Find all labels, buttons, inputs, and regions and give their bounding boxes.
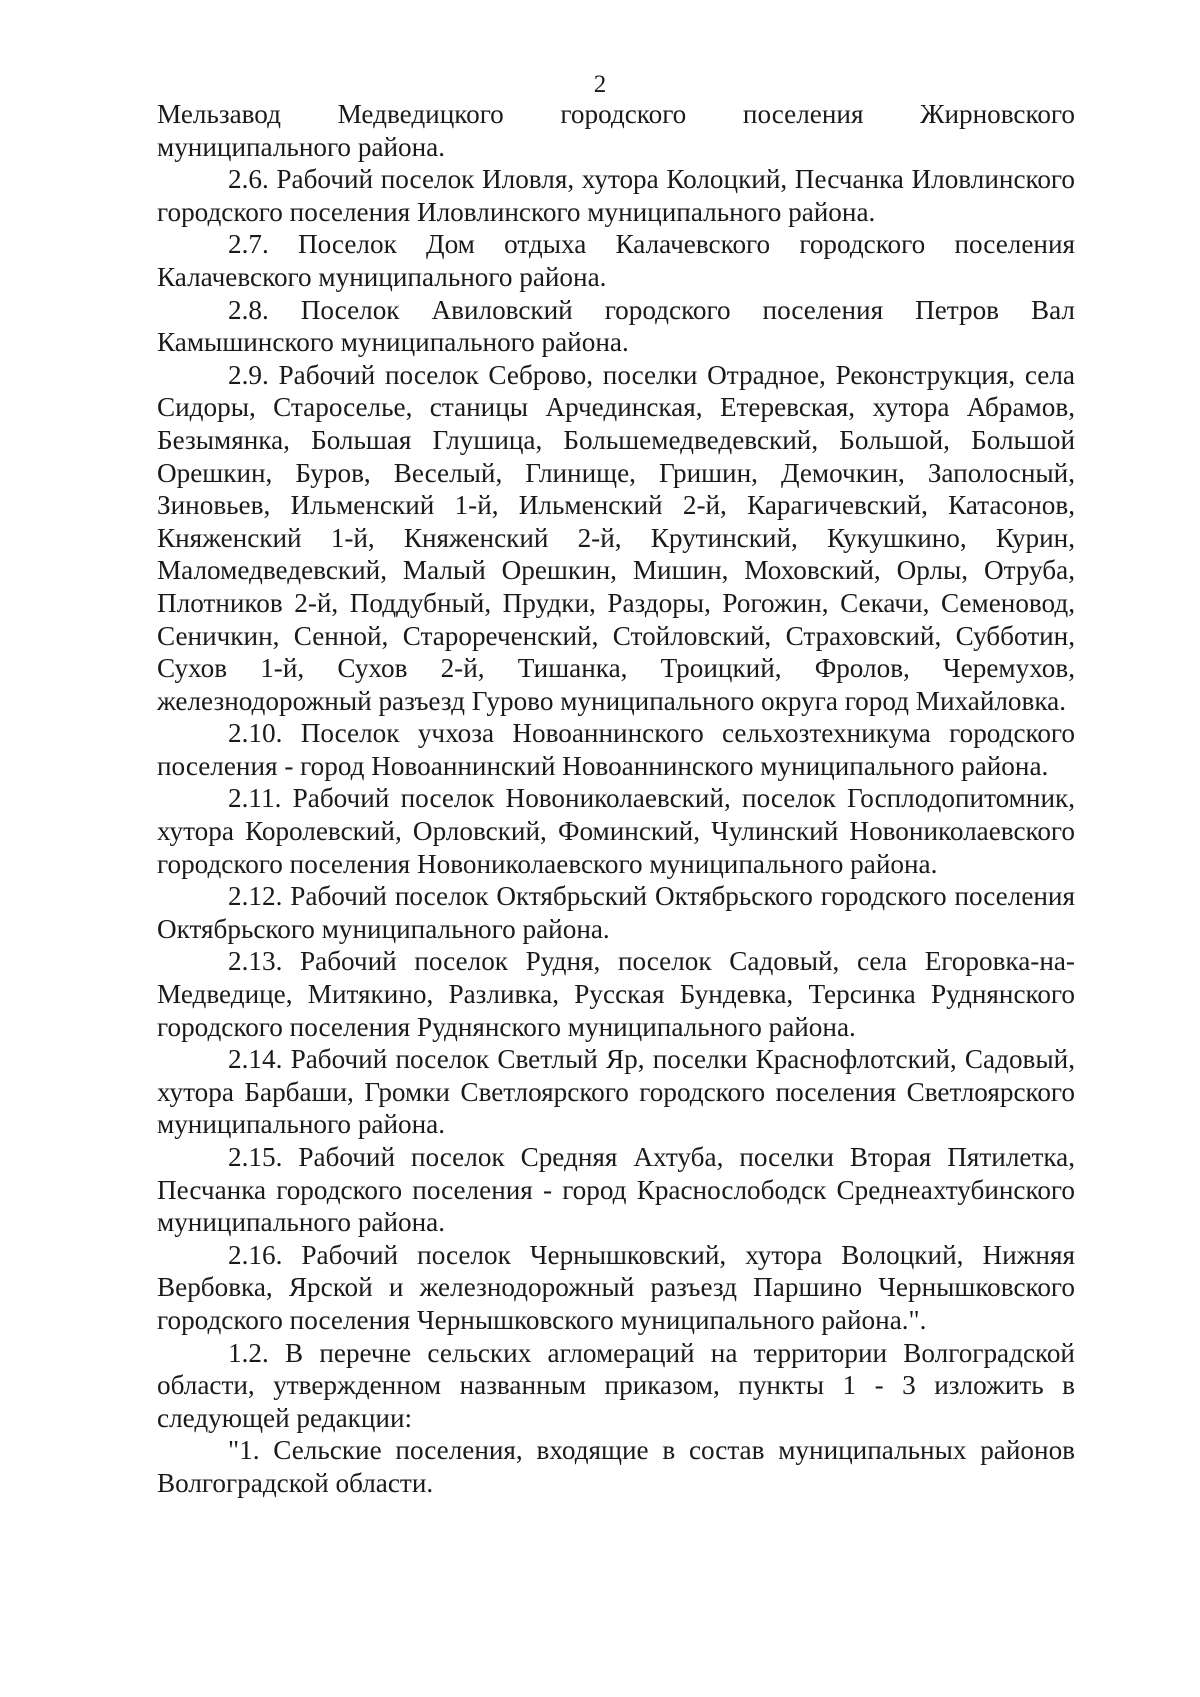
paragraph-2-14: 2.14. Рабочий поселок Светлый Яр, поселки Краснофлотский, Садовый, хутора Барбаши, Громки Светлоярского городского поселения Светлоярского муниципального района. (157, 1044, 1075, 1140)
paragraph-2-11: 2.11. Рабочий поселок Новониколаевский, поселок Госплодопитомник, хутора Королевский, Орловский, Фоминский, Чулинский Новониколаевского городского поселения Новониколаевского муниципального района. (157, 783, 1075, 879)
paragraph-2-13: 2.13. Рабочий поселок Рудня, поселок Садовый, села Егоровка-на-Медведице, Митякино, Разливка, Русская Бундевка, Терсинка Руднянского городского поселения Руднянского муниципального района. (157, 946, 1075, 1042)
paragraph-2-10: 2.10. Поселок учхоза Новоаннинского сельхозтехникума городского поселения - город Новоаннинский Новоаннинского муниципального района. (157, 718, 1075, 781)
paragraph-2-8: 2.8. Поселок Авиловский городского поселения Петров Вал Камышинского муниципального района. (157, 294, 1075, 358)
paragraph-1-2: 1.2. В перечне сельских агломераций на территории Волгоградской области, утвержденном названным приказом, пункты 1 - 3 изложить в следующей редакции: (157, 1337, 1075, 1433)
paragraph-2-7: 2.7. Поселок Дом отдыха Калачевского городского поселения Калачевского муниципального района. (157, 229, 1075, 292)
paragraph-2-12: 2.12. Рабочий поселок Октябрьский Октябрьского городского поселения Октябрьского муниципального района. (157, 881, 1075, 944)
document-body (157, 98, 1075, 1500)
paragraph-2-9: 2.9. Рабочий поселок Себрово, поселки Отрадное, Реконструкция, села Сидоры, Староселье, станицы Арчединская, Етеревская, хутора Абрамов, Безымянка, Большая Глушица, Большемедведевский, Большой, Большой Орешкин, Буров, Веселый, Глинище, Гришин, Демочкин, Заполосный, Зиновьев, Ильменский 1-й, Ильменский 2-й, Карагичевский, Катасонов, Княженский 1-й, Княженский 2-й, Крутинский, Кукушкино, Курин, Маломедведевский, Малый Орешкин, Мишин, Моховский, Орлы, Отруба, Плотников 2-й, Поддубный, Прудки, Раздоры, Рогожин, Секачи, Семеновод, Сеничкин, Сенной, Старореченский, Стойловский, Страховский, Субботин, Сухов 1-й, Сухов 2-й, Тишанка, Троицкий, Фролов, Черемухов, железнодорожный разъезд Гурово муниципального округа город Михайловка. (157, 359, 1075, 716)
paragraph-2-15: 2.15. Рабочий поселок Средняя Ахтуба, поселки Вторая Пятилетка, Песчанка городского поселения - город Краснослободск Среднеахтубинского муниципального района. (157, 1142, 1075, 1238)
page-number: 2 (593, 71, 607, 98)
paragraph-continuation: Мельзавод Медведицкого городского поселения Жирновского муниципального района. (157, 99, 1075, 162)
paragraph-2-16: 2.16. Рабочий поселок Чернышковский, хутора Волоцкий, Нижняя Вербовка, Ярской и железнодорожный разъезд Паршино Чернышковского городского поселения Чернышковского муниципального района.". (157, 1239, 1075, 1335)
paragraph-2-6: 2.6. Рабочий поселок Иловля, хутора Колоцкий, Песчанка Иловлинского городского поселения Иловлинского муниципального района. (157, 164, 1075, 227)
paragraph-quoted-1: "1. Сельские поселения, входящие в состав муниципальных районов Волгоградской области. (157, 1435, 1075, 1498)
